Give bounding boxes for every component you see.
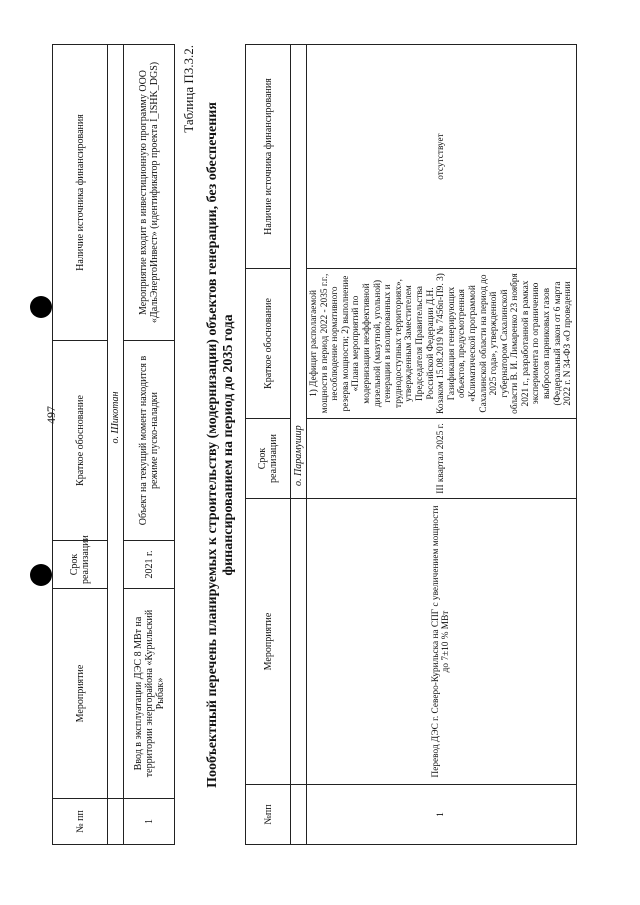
- punch-hole: [30, 296, 52, 318]
- section-title: о. Шикотан: [108, 45, 124, 799]
- row-term: 2021 г.: [124, 541, 175, 589]
- header-event: Мероприятие: [246, 499, 291, 785]
- row-finance: отсутствует: [307, 45, 577, 269]
- header-num: № пп: [53, 799, 108, 845]
- header-num: №пп: [246, 785, 291, 845]
- row-reason: Объект на текущий момент находится в режиме пуско-наладки: [124, 341, 175, 541]
- section-row: [291, 45, 307, 845]
- header-reason: Краткое обоснование: [246, 269, 291, 419]
- document: [52, 45, 577, 845]
- header-event: Мероприятие: [53, 589, 108, 799]
- section-row: [108, 45, 124, 845]
- header-term: Срок реализации: [53, 541, 108, 589]
- table-row: [124, 45, 175, 845]
- row-finance: Мероприятие входит в инвестиционную программу ООО «ДальЭнергоИнвест» (идентификатор проекта I_ISHK_DGS): [124, 45, 175, 341]
- row-event: Перевод ДЭС г. Северо-Курильска на СПГ с увеличением мощности до 7±10 % МВт: [307, 499, 577, 785]
- page-number: 497: [44, 406, 58, 424]
- table-header-row: [246, 45, 291, 845]
- rotated-page-content: [52, 45, 577, 845]
- table-paramushir: [245, 44, 577, 845]
- table-shikotan: [52, 44, 175, 845]
- table-caption: Пообъектный перечень планируемых к строительству (модернизации) объектов генерации, без обеспечения финансированием на период до 2035 года: [205, 102, 236, 788]
- header-finance: Наличие источника финансирования: [246, 45, 291, 269]
- section-title: о. Парамушир: [291, 45, 307, 499]
- table-label: Таблица П3.3.2.: [181, 45, 196, 133]
- table-row: [307, 45, 577, 845]
- punch-hole: [30, 564, 52, 586]
- header-reason: Краткое обоснование: [53, 341, 108, 541]
- row-num: 1: [124, 799, 175, 845]
- row-num: 1: [307, 785, 577, 845]
- row-term: III квартал 2025 г.: [307, 419, 577, 499]
- table-header-row: [53, 45, 108, 845]
- row-reason: 1) Дефицит располагаемой мощности в период 2022 - 2035 г.г., несоблюдение нормативного резерва мощности; 2) выполнение «Плана мероприятий по модернизации неэффективной дизельной (мазутной, угольной) генерации в изолированных и труднодоступных территориях», утвержденным Заместителем Председателя Правительства Российской Федерации Д.Н. Козаком 15.08.2019 № 7456п-П9. 3) Газификация генерирующих объектов, предусмотренная «Климатической программой Сахалинской области на период до 2025 года», утвержденной губернатором Сахалинской области В. И. Лимаренко 23 ноября 2021 г., разработанной в рамках эксперимента по ограничению выбросов парниковых газов (Федеральный закон от 6 марта 2022 г. N 34-ФЗ «О проведении: [307, 269, 577, 419]
- header-term: Срок реализации: [246, 419, 291, 499]
- row-event: Ввод в эксплуатации ДЭС 8 МВт на территории энергорайона «Курильский Рыбак»: [124, 589, 175, 799]
- header-finance: Наличие источника финансирования: [53, 45, 108, 341]
